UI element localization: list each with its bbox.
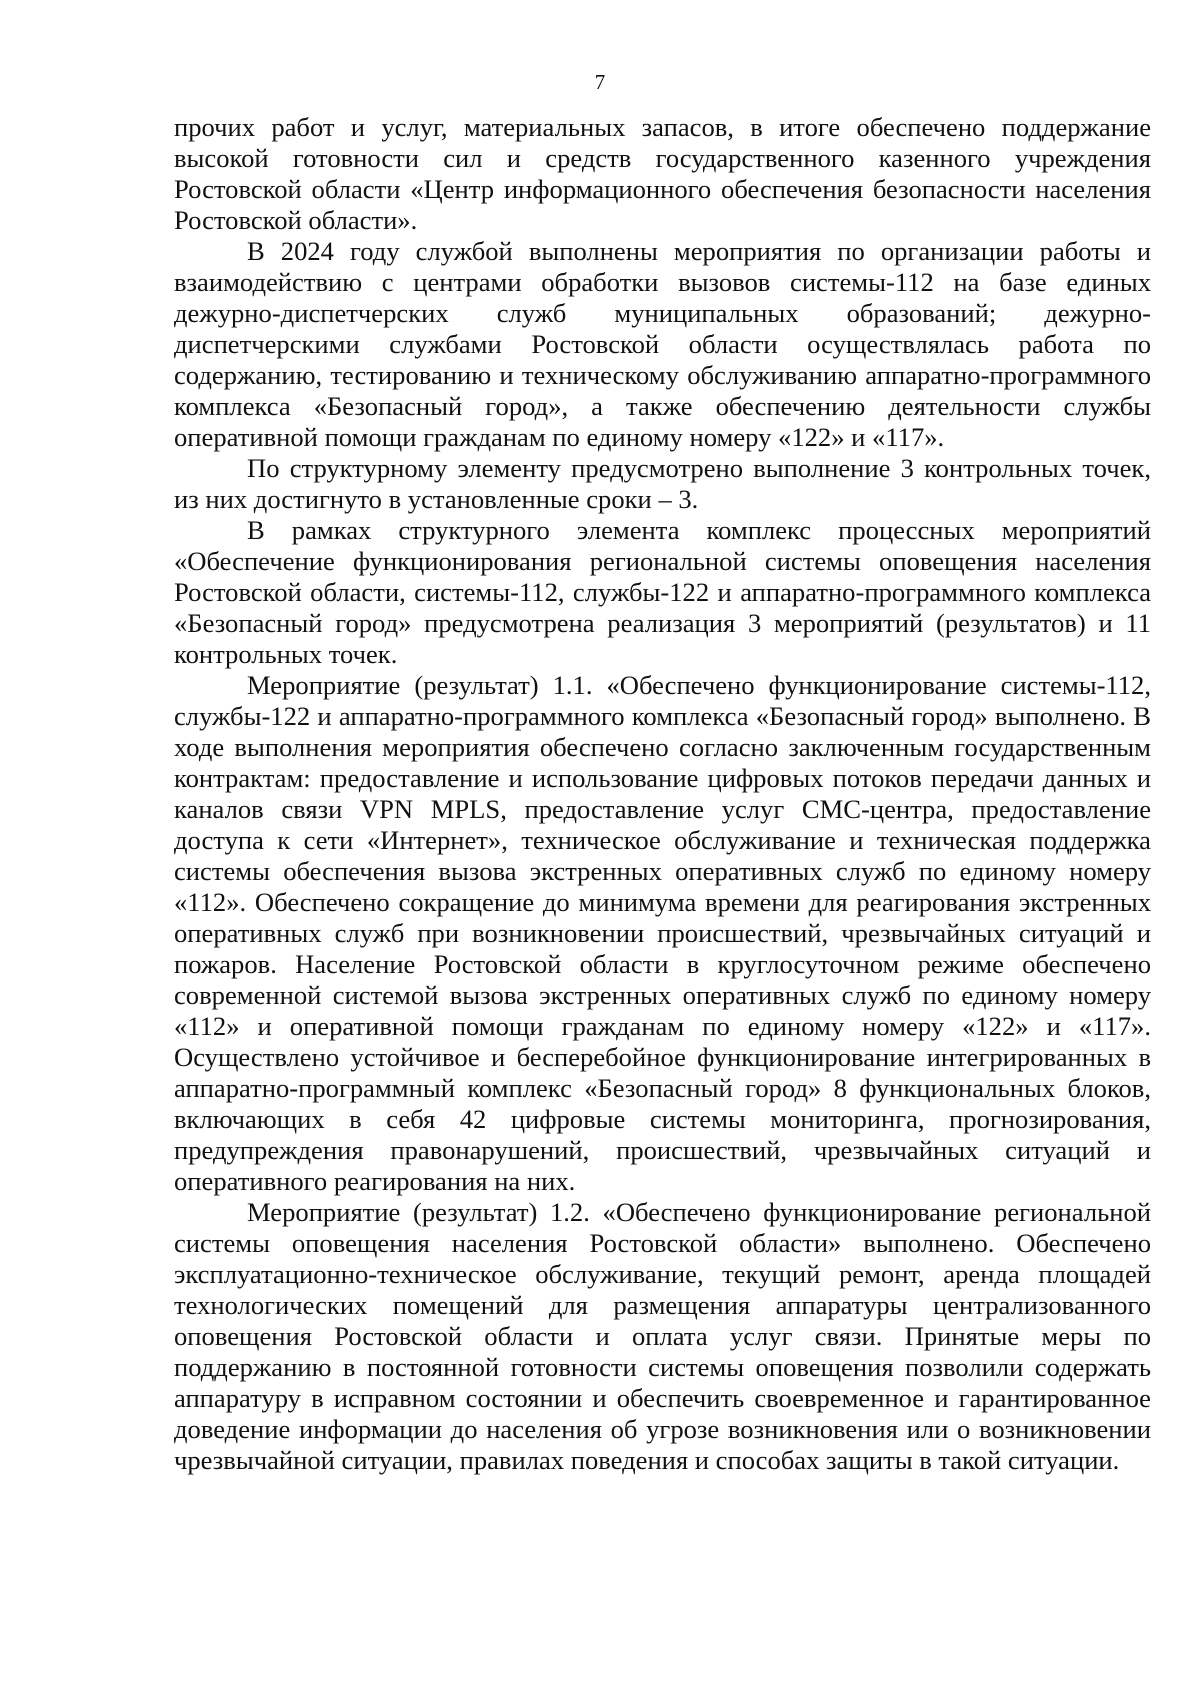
paragraph-continuation: прочих работ и услуг, материальных запасов, в итоге обеспечено поддержание высокой готовности сил и средств государственного казенного учреждения Ростовской области «Центр информационного обеспечения безопасности населения Ростовской области». <box>174 112 1151 235</box>
document-body <box>174 112 1151 1476</box>
paragraph-measure-1-1: Мероприятие (результат) 1.1. «Обеспечено функционирование системы-112, службы-122 и аппаратно-программного комплекса «Безопасный город» выполнено. В ходе выполнения мероприятия обеспечено согласно заключенным государственным контрактам: предоставление и использование цифровых потоков передачи данных и каналов связи VPN MPLS, предоставление услуг СМС-центра, предоставление доступа к сети «Интернет», техническое обслуживание и техническая поддержка системы обеспечения вызова экстренных оперативных служб по единому номеру «112». Обеспечено сокращение до минимума времени для реагирования экстренных оперативных служб при возникновении происшествий, чрезвычайных ситуаций и пожаров. Население Ростовской области в круглосуточном режиме обеспечено современной системой вызова экстренных оперативных служб по единому номеру «112» и оперативной помощи гражданам по единому номеру «122» и «117». Осуществлено устойчивое и бесперебойное функционирование интегрированных в аппаратно-программный комплекс «Безопасный город» 8 функциональных блоков, включающих в себя 42 цифровые системы мониторинга, прогнозирования, предупреждения правонарушений, происшествий, чрезвычайных ситуаций и оперативного реагирования на них. <box>174 670 1151 1196</box>
paragraph-process-measures: В рамках структурного элемента комплекс процессных мероприятий «Обеспечение функционирования региональной системы оповещения населения Ростовской области, системы-112, службы-122 и аппаратно-программного комплекса «Безопасный город» предусмотрена реализация 3 мероприятий (результатов) и 11 контрольных точек. <box>174 515 1151 669</box>
paragraph-service-activities: В 2024 году службой выполнены мероприятия по организации работы и взаимодействию с центрами обработки вызовов системы-112 на базе единых дежурно-диспетчерских служб муниципальных образований; дежурно-диспетчерскими службами Ростовской области осуществлялась работа по содержанию, тестированию и техническому обслуживанию аппаратно-программного комплекса «Безопасный город», а также обеспечению деятельности службы оперативной помощи гражданам по единому номеру «122» и «117». <box>174 236 1151 452</box>
paragraph-control-points: По структурному элементу предусмотрено выполнение 3 контрольных точек, из них достигнуто в установленные сроки – 3. <box>174 453 1151 514</box>
page-number: 7 <box>594 70 606 94</box>
paragraph-measure-1-2: Мероприятие (результат) 1.2. «Обеспечено функционирование региональной системы оповещения населения Ростовской области» выполнено. Обеспечено эксплуатационно-техническое обслуживание, текущий ремонт, аренда площадей технологических помещений для размещения аппаратуры централизованного оповещения Ростовской области и оплата услуг связи. Принятые меры по поддержанию в постоянной готовности системы оповещения позволили содержать аппаратуру в исправном состоянии и обеспечить своевременное и гарантированное доведение информации до населения об угрозе возникновения или о возникновении чрезвычайной ситуации, правилах поведения и способах защиты в такой ситуации. <box>174 1197 1151 1475</box>
